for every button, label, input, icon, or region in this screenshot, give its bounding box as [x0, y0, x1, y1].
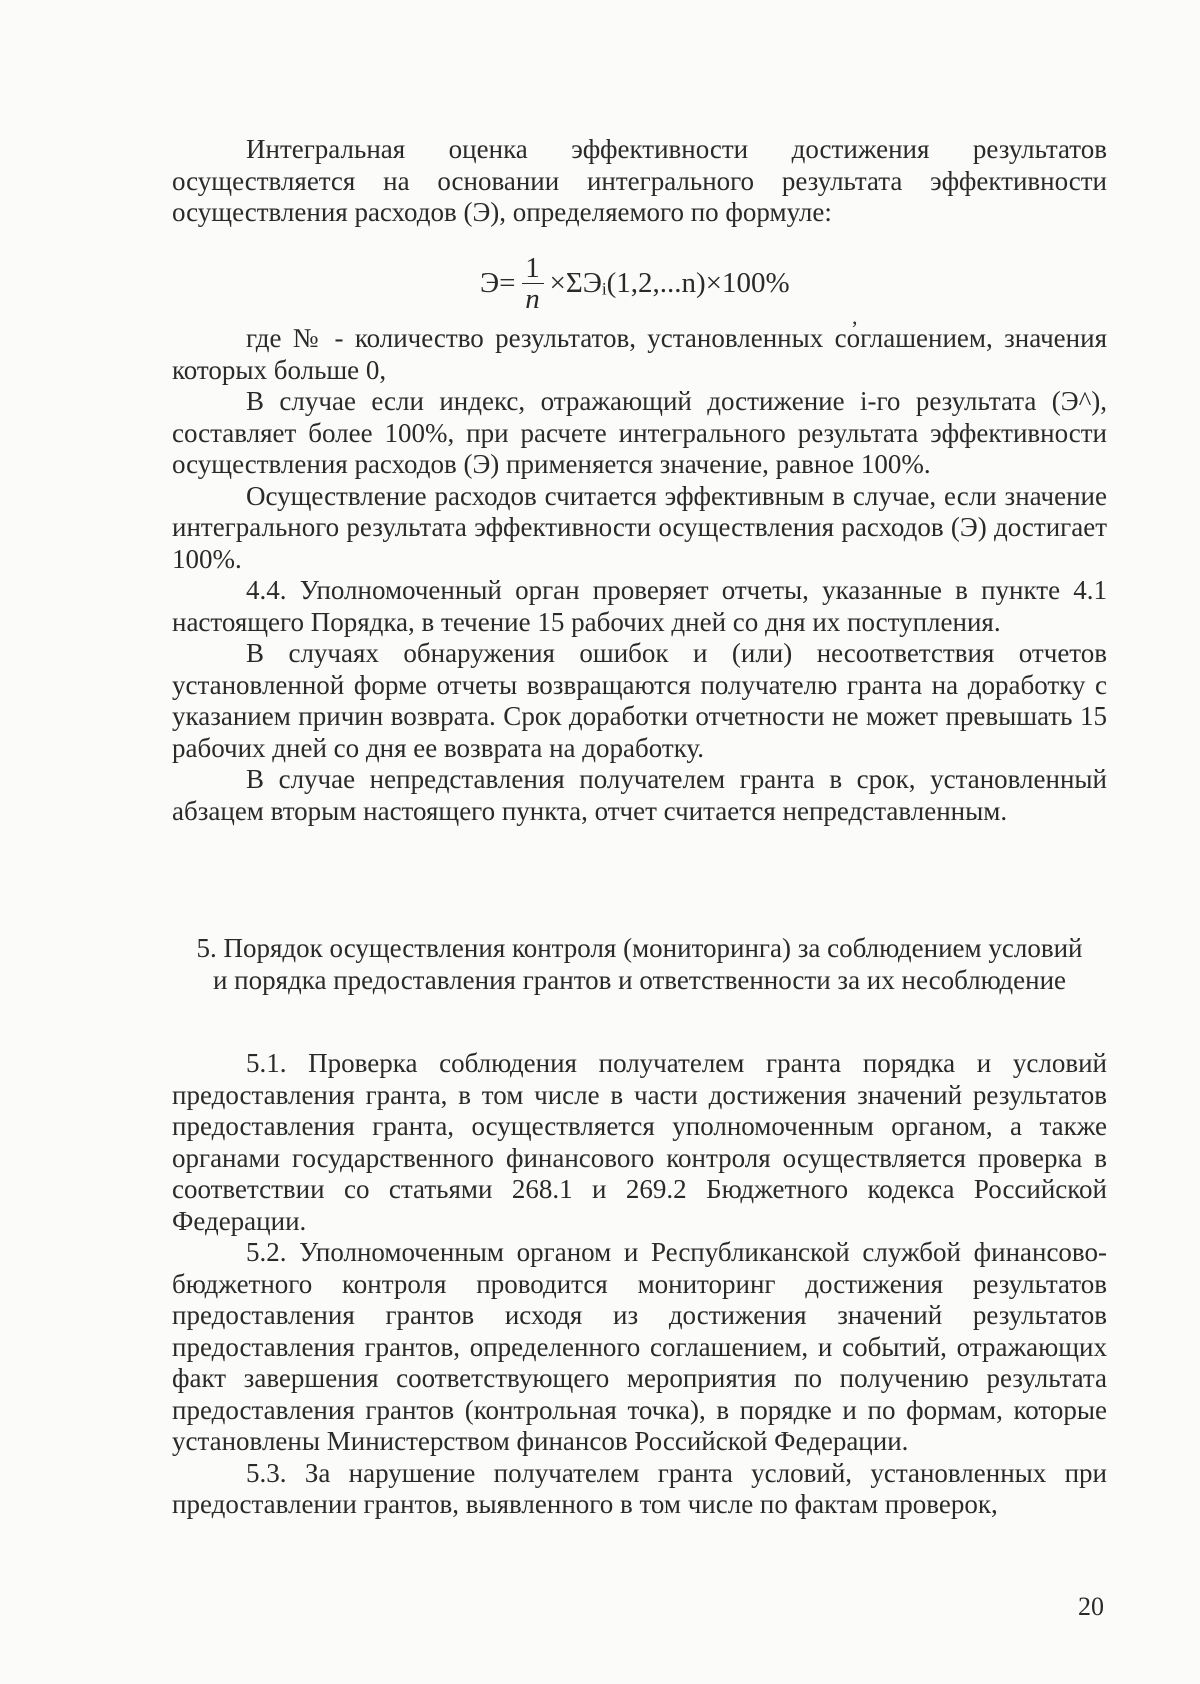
- paragraph-5-3: 5.3. За нарушение получателем гранта условий, установленных при предоставлении грантов, выявленного в том числе по фактам проверок,: [172, 1457, 1107, 1519]
- page-number: 20: [1078, 1592, 1104, 1621]
- paragraph-index-over-100: В случае если индекс, отражающий достижение i-го результата (Э^), составляет более 100%, при расчете интегрального результата эффективности осуществления расходов (Э) применяется значение, равное 100%.: [172, 386, 1107, 479]
- paragraph-errors-return: В случаях обнаружения ошибок и (или) несоответствия отчетов установленной форме отчеты возвращаются получателю гранта на доработку с указанием причин возврата. Срок доработки отчетности не может превышать 15 рабочих дней со дня ее возврата на доработку.: [172, 638, 1107, 763]
- paragraph-5-1: 5.1. Проверка соблюдения получателем гранта порядка и условий предоставления гранта, в том числе в части достижения значений результатов предоставления гранта, осуществляется уполномоченным органом, а также органами государственного финансового контроля осуществляется проверка в соответствии со статьями 268.1 и 269.2 Бюджетного кодекса Российской Федерации.: [172, 1048, 1107, 1236]
- formula-trailing-mark: ,: [852, 304, 858, 329]
- section-5-heading-line1: 5. Порядок осуществления контроля (мониторинга) за соблюдением условий: [196, 933, 1083, 963]
- intro-block: [172, 134, 1107, 229]
- formula-denominator: n: [525, 282, 540, 315]
- efficiency-formula: [480, 248, 790, 318]
- paragraph-5-2: 5.2. Уполномоченным органом и Республиканской службой финансово-бюджетного контроля проводится мониторинг достижения результатов предоставления грантов исходя из достижения значений результатов предоставления грантов, определенного соглашением, и событий, отражающих факт завершения соответствующего мероприятия по получению результата предоставления грантов (контрольная точка), в порядке и по формам, которые установлены Министерством финансов Российской Федерации.: [172, 1237, 1107, 1456]
- section-5-heading-line2: и порядка предоставления грантов и ответственности за их несоблюдение: [212, 965, 1067, 995]
- paragraph-effective-spending: Осуществление расходов считается эффективным в случае, если значение интегрального результата эффективности осуществления расходов (Э) достигает 100%.: [172, 480, 1107, 574]
- paragraph-integral-assessment: Интегральная оценка эффективности достижения результатов осуществляется на основании интегрального результата эффективности осуществления расходов (Э), определяемого по формуле:: [172, 134, 1107, 227]
- formula-fraction: [522, 253, 544, 314]
- body-block: [172, 323, 1107, 827]
- paragraph-where-n: где № - количество результатов, установленных соглашением, значения которых больше 0,: [172, 323, 1107, 385]
- formula-numerator: 1: [525, 251, 540, 284]
- paragraph-4-4: 4.4. Уполномоченный орган проверяет отчеты, указанные в пункте 4.1 настоящего Порядка, в течение 15 рабочих дней со дня их поступления.: [172, 575, 1107, 637]
- section-5-block: [172, 1048, 1107, 1521]
- formula-rhs: ×ΣЭᵢ(1,2,...n)×100%: [549, 266, 790, 299]
- section-5-heading: [172, 932, 1107, 996]
- formula-lhs: Э=: [480, 266, 516, 299]
- paragraph-non-submission: В случае непредставления получателем гранта в срок, установленный абзацем вторым настоящего пункта, отчет считается непредставленным.: [172, 764, 1107, 826]
